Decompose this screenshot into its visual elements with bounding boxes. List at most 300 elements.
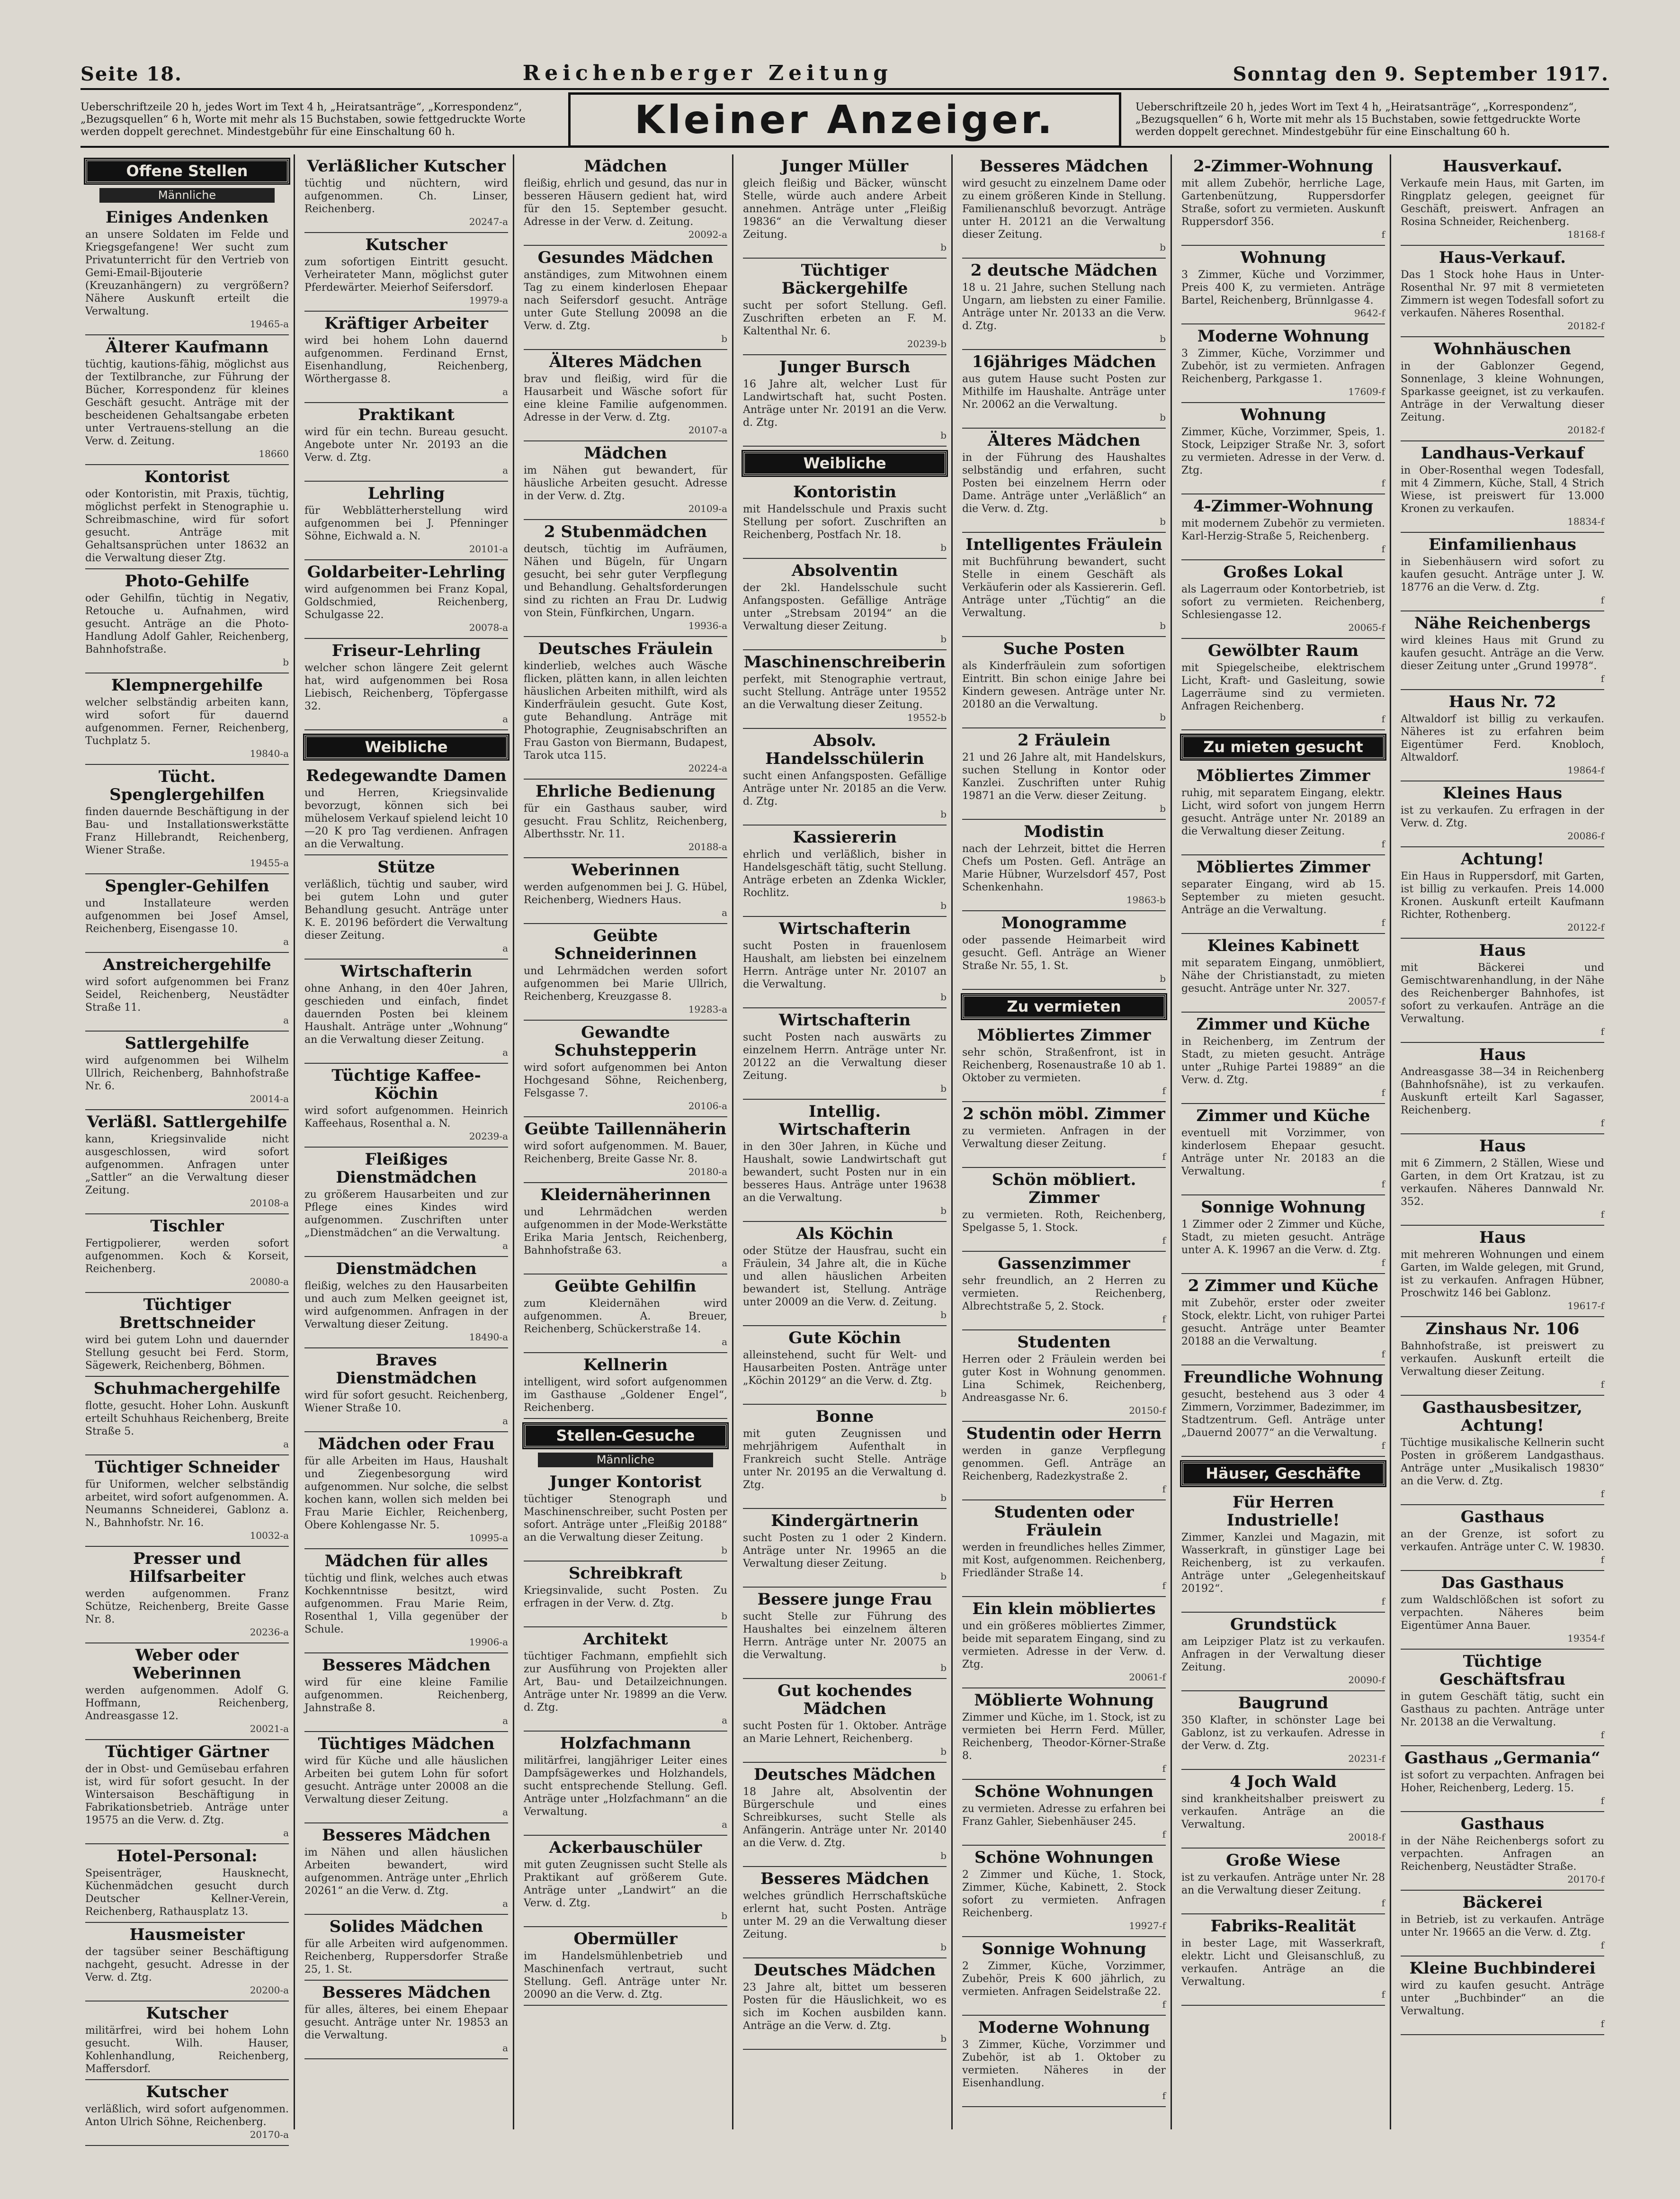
classified-ad [1181, 1013, 1385, 1104]
classified-ad [304, 560, 508, 639]
ad-reference-number: b [940, 1850, 947, 1861]
ad-reference-number: 20239-b [907, 338, 947, 350]
ad-text: Altwaldorf ist billig zu verkaufen. Näheres ist zu erfahren beim Eigentümer Ferd. Knobloch, Altwaldorf. [1401, 713, 1604, 763]
ad-reference-number: b [940, 2033, 947, 2044]
ad-heading: Tüchtiger Gärtner [105, 1742, 269, 1761]
ad-text: 21 und 26 Jahre alt, mit Handelskurs, suchen Stellung in Kontor oder Kanzlei. Zuschriften unter Ruhig 19871 an die Verw. dieser Zeitung. [962, 752, 1166, 802]
ad-reference-number: b [940, 542, 947, 553]
ad-reference-number: a [502, 1047, 508, 1058]
ad-heading: Intellig. Wirtschafterin [778, 1102, 911, 1139]
ad-reference-number: a [502, 713, 508, 725]
ad-reference-number: a [722, 907, 727, 918]
ad-text: 350 Klafter, in schönster Lage bei Gablonz, ist zu verkaufen. Adresse in der Verw. d. Ztg. [1181, 1714, 1385, 1752]
ad-text: 18 Jahre alt, Absolventin der Bürgerschule und eines Schreibkurses, sucht Stelle als Anfängerin. Anträge unter Nr. 20140 an die Verw. d. Ztg. [743, 1786, 947, 1849]
ad-text: Verkaufe mein Haus, mit Garten, im Ringplatz gelegen, geeignet für Geschäft, preiswert. Anfragen an Rosina Schneider, Reichenberg. [1401, 178, 1604, 228]
ad-heading: Solides Mädchen [329, 1917, 483, 1936]
ad-heading: Einfamilienhaus [1429, 535, 1576, 554]
ad-heading: Geübte Taillennäherin [524, 1120, 727, 1139]
ad-heading: Haus Nr. 72 [1448, 692, 1556, 711]
classified-ad [1181, 1104, 1385, 1195]
classified-ad [524, 520, 727, 637]
ad-heading: 2 schön möbl. Zimmer [963, 1104, 1165, 1123]
ad-text: oder passende Heimarbeit wird gesucht. Gefl. Anträge an Wiener Straße Nr. 55, 1. St. [962, 934, 1166, 972]
ad-text: oder Gehilfin, tüchtig in Negativ, Retouche u. Aufnahmen, wird gesucht. Anträge an die Photo-Handlung Adolf Gahler, Reichenberg, Bahnhofstraße. [85, 592, 289, 655]
classified-ad [743, 1008, 947, 1100]
ad-reference-number: b [940, 633, 947, 645]
ad-reference-number: 20090-f [1348, 1674, 1385, 1686]
ad-text: sehr schön, Straßenfront, ist in Reichenberg, Rosenaustraße 10 ab 1. Oktober zu vermieten. [962, 1047, 1166, 1084]
ad-reference-number: f [1162, 1313, 1166, 1325]
ad-text: und Lehrmädchen werden aufgenommen in der Mode-Werkstätte Erika Maria Jentsch, Reichenberg, Bahnhofstraße 63. [524, 1206, 727, 1257]
ad-text: welcher selbständig arbeiten kann, wird sofort für dauernd aufgenommen. Ferner, Reichenberg, Tuchplatz 5. [85, 697, 289, 747]
ad-text: ruhig, mit separatem Eingang, elektr. Licht, wird sofort von jungem Herrn gesucht. Anträge unter Nr. 20189 an die Verwaltung dieser Zeitung. [1181, 787, 1385, 837]
ad-heading: Landhaus-Verkauf [1421, 444, 1584, 463]
ad-text: zum Waldschlößchen ist sofort zu verpachten. Näheres beim Eigentümer Anna Bauer. [1401, 1594, 1604, 1632]
classified-ad [85, 1844, 289, 1923]
classified-ad [962, 154, 1166, 259]
classified-ad [1401, 1746, 1604, 1812]
ad-reference-number: b [940, 1388, 947, 1399]
classified-ad [1181, 324, 1385, 403]
ad-reference-number: b [1160, 803, 1166, 814]
ad-heading: Moderne Wohnung [978, 2018, 1150, 2037]
ad-heading: Gasthaus „Germania“ [1404, 1749, 1600, 1768]
ad-reference-number: b [1160, 412, 1166, 423]
ad-text: 3 Zimmer, Küche, Vorzimmer und Zubehör, ist zu vermieten. Anfragen Reichenberg, Parkgasse 1. [1181, 348, 1385, 385]
ad-column [519, 154, 733, 2129]
classified-ad [85, 953, 289, 1032]
ad-text: Fertigpolierer, werden sofort aufgenommen. Koch & Korseit, Reichenberg. [85, 1238, 289, 1275]
ad-reference-number: 20018-f [1348, 1831, 1385, 1843]
ad-text: für alle Arbeiten wird aufgenommen. Reichenberg, Ruppersdorfer Straße 25, 1. St. [304, 1938, 508, 1975]
ad-reference-number: 18834-f [1567, 516, 1604, 527]
classified-ad [743, 1405, 947, 1509]
ad-heading: Möblierte Wohnung [974, 1691, 1154, 1710]
ad-heading: Sonnige Wohnung [1201, 1198, 1366, 1217]
ad-text: militärfrei, langjähriger Leiter eines Dampfsägewerkes und Holzhandels, sucht entsprechende Stellung. Gefl. Anträge unter „Holzfachmann“ an die Verwaltung. [524, 1755, 727, 1818]
classified-ad [1181, 246, 1385, 324]
classified-ad [962, 1252, 1166, 1330]
ad-reference-number: 20150-f [1129, 1405, 1166, 1416]
classified-ad [524, 1353, 727, 1419]
ad-text: und Lehrmädchen werden sofort aufgenommen bei Marie Ullrich, Reichenberg, Kreuzgasse 8. [524, 965, 727, 1003]
ad-text: 23 Jahre alt, bittet um besseren Posten für die Häuslichkeit, wo es sich im Kochen ausbilden kann. Anträge an die Verw. d. Ztg. [743, 1982, 947, 2032]
ad-heading: Mädchen [584, 157, 667, 176]
classified-ad [743, 1222, 947, 1326]
ad-text: wird sofort aufgenommen. M. Bauer, Reichenberg, Breite Gasse Nr. 8. [524, 1140, 727, 1165]
ad-reference-number: b [721, 333, 727, 344]
ad-heading: Studenten [1017, 1333, 1111, 1352]
ad-heading: Haus [1479, 1228, 1526, 1247]
ad-text: sucht Posten für 1. Oktober. Anträge an Marie Lehnert, Reichenberg. [743, 1720, 947, 1745]
ad-heading: Moderne Wohnung [1197, 327, 1369, 346]
classified-ad [1401, 533, 1604, 611]
ad-reference-number: 19864-f [1567, 764, 1604, 776]
classified-ad [1401, 1650, 1604, 1746]
ad-heading: Gasthaus [1460, 1814, 1545, 1833]
classified-ad [85, 2080, 289, 2146]
ad-text: der in Obst- und Gemüsebau erfahren ist, wird für sofort gesucht. In der Wintersaison Beschäftigung in Fabrikationsbetrieb. Anträge unter 19575 an die Verw. d. Ztg. [85, 1763, 289, 1826]
ad-heading: Wirtschafterin [778, 1011, 911, 1030]
ad-text: als Lagerraum oder Kontorbetrieb, ist sofort zu vermieten. Reichenberg, Schlesiengasse 12. [1181, 583, 1385, 621]
ad-text: separater Eingang, wird ab 15. September zu mieten gesucht. Anträge an die Verwaltung. [1181, 879, 1385, 916]
ad-heading: Gewandte Schuhstepperin [554, 1023, 697, 1060]
ad-reference-number: b [940, 1309, 947, 1320]
ad-reference-number: a [502, 942, 508, 954]
ad-text: in Siebenhäusern wird sofort zu kaufen gesucht. Anträge unter J. W. 18776 an die Verw. d. Ztg. [1401, 556, 1604, 593]
ad-heading: Besseres Mädchen [322, 1656, 491, 1675]
classified-ad [524, 441, 727, 520]
classified-ad [1401, 1891, 1604, 1957]
ad-reference-number: f [1381, 1087, 1385, 1098]
ad-text: wird sofort aufgenommen bei Franz Seidel, Reichenberg, Neustädter Straße 11. [85, 976, 289, 1014]
ad-heading: Stütze [377, 858, 435, 877]
ad-reference-number: f [1162, 1235, 1166, 1246]
ad-heading: Klempnergehilfe [111, 676, 263, 695]
ad-heading: Presser und Hilfsarbeiter [129, 1549, 245, 1586]
classified-ad [1181, 494, 1385, 560]
ad-text: und Installateure werden aufgenommen bei Josef Amsel, Reichenberg, Eisengasse 10. [85, 898, 289, 935]
ad-heading: Kräftiger Arbeiter [324, 314, 488, 333]
classified-ad [1401, 847, 1604, 939]
ad-reference-number: f [1381, 1178, 1385, 1190]
ad-reference-number: 20247-a [469, 216, 508, 227]
ad-heading: Gesundes Mädchen [537, 248, 714, 267]
classified-ad [962, 1422, 1166, 1500]
classified-ad [1181, 1691, 1385, 1770]
ad-text: in bester Lage, mit Wasserkraft, elektr. Licht und Gleisanschluß, zu verkaufen. Anträge an die Verwaltung. [1181, 1938, 1385, 1988]
classified-ad [304, 1148, 508, 1257]
ad-text: verläßlich, tüchtig und sauber, wird bei gutem Lohn und guter Behandlung gesucht. Anträge unter K. E. 20196 befördert die Verwaltung dieser Zeitung. [304, 879, 508, 942]
ad-reference-number: 18490-a [469, 1331, 508, 1343]
ad-reference-number: f [1600, 673, 1604, 684]
ad-heading: Gassenzimmer [998, 1254, 1130, 1273]
ad-reference-number: a [722, 1336, 727, 1347]
ad-reference-number: a [502, 1898, 508, 1909]
classified-ad [85, 1740, 289, 1844]
ad-reference-number: 20086-f [1567, 830, 1604, 842]
ad-heading: Hausverkauf. [1442, 157, 1563, 176]
ad-reference-number: a [283, 1827, 289, 1839]
ad-heading: Kutscher [146, 2082, 228, 2101]
classified-ad [304, 312, 508, 403]
ad-text: in der Gablonzer Gegend, Sonnenlage, 3 kleine Wohnungen, Sparkasse geeignet, ist zu verkaufen. Anträge in der Verwaltung dieser Zeitung. [1401, 360, 1604, 423]
classified-ad [1401, 781, 1604, 847]
classified-ad [304, 1915, 508, 1981]
ad-heading: Wirtschafterin [340, 962, 473, 981]
ad-heading: Das Gasthaus [1441, 1573, 1564, 1592]
ad-reference-number: 17609-f [1348, 386, 1385, 397]
ad-heading: Möbliertes Zimmer [1196, 766, 1370, 785]
ad-reference-number: b [1160, 620, 1166, 631]
ad-heading: Gasthaus [1460, 1508, 1545, 1526]
ad-text: Tüchtige musikalische Kellnerin sucht Posten in größerem Landgasthaus. Anträge unter „Musikalisch 19830“ an die Verw. d. Ztg. [1401, 1437, 1604, 1487]
ad-heading: Deutsches Mädchen [754, 1765, 936, 1784]
ad-text: mit mehreren Wohnungen und einem Garten, im Walde gelegen, mit Grund, ist zu verkaufen. Anfragen Hübner, Proschwitz 146 bei Gablonz. [1401, 1249, 1604, 1299]
classified-ad [743, 559, 947, 650]
ad-heading: Friseur-Lehrling [331, 641, 481, 660]
classified-ad [524, 1117, 727, 1183]
classified-ad [743, 259, 947, 355]
classified-ad [743, 1509, 947, 1588]
ad-reference-number: 18660 [259, 448, 289, 459]
ad-heading: Haus [1479, 941, 1526, 960]
ad-text: mit 6 Zimmern, 2 Ställen, Wiese und Garten, in dem Ort Kratzau, ist zu verkaufen. Näheres Dannwald Nr. 352. [1401, 1158, 1604, 1208]
ad-heading: Gewölbter Raum [1207, 641, 1359, 660]
classified-ad [524, 858, 727, 924]
ad-heading: Maschinenschreiberin [743, 653, 946, 672]
ad-heading: Haus [1479, 1045, 1526, 1064]
ad-text: wird für ein techn. Bureau gesucht. Angebote unter Nr. 20193 an die Verw. d. Ztg. [304, 426, 508, 464]
ad-text: werden in freundliches helles Zimmer, mit Kost, aufgenommen. Reichenberg, Friedländer Straße 14. [962, 1542, 1166, 1579]
ad-text: mit guten Zeugnissen sucht Stelle als Praktikant auf größerem Gute. Anträge unter „Landwirt“ an die Verw. d. Ztg. [524, 1859, 727, 1909]
ad-text: fleißig, ehrlich und gesund, das nur in besseren Häusern gedient hat, wird für den 15. September gesucht. Adresse in der Verw. d. Zeitung. [524, 178, 727, 228]
classified-ad [1181, 1914, 1385, 2006]
classified-ad [1401, 611, 1604, 690]
ad-heading: 2 deutsche Mädchen [970, 261, 1158, 280]
classified-ad [304, 1257, 508, 1348]
ad-reference-number: a [502, 386, 508, 397]
ad-text: wird kleines Haus mit Grund zu kaufen gesucht. Anträge an die Verw. dieser Zeitung unter „Grund 19978“. [1401, 635, 1604, 672]
classified-ad [1401, 1812, 1604, 1891]
ad-text: werden aufgenommen. Adolf G. Hoffmann, Reichenberg, Andreasgasse 12. [85, 1685, 289, 1722]
ad-heading: Gasthausbesitzer, Achtung! [1422, 1398, 1582, 1435]
ad-text: wird gesucht zu einzelnem Dame oder zu einem größeren Kinde in Stellung. Familienanschluß bevorzugt. Anträge unter H. 20121 an die Verwaltung dieser Zeitung. [962, 178, 1166, 241]
ad-text: 3 Zimmer, Küche und Vorzimmer, Preis 400 K, zu vermieten. Anträge Bartel, Reichenberg, Brünnlgasse 4. [1181, 269, 1385, 306]
ad-text: im Handelsmühlenbetrieb und Maschinenfach vertraut, sucht Stellung. Gefl. Anträge unter Nr. 20090 an die Verw. d. Ztg. [524, 1950, 727, 2001]
ad-heading: Besseres Mädchen [760, 1869, 929, 1888]
ad-heading: Älterer Kaufmann [105, 338, 269, 357]
classified-ad [85, 2002, 289, 2080]
classified-ad [304, 1432, 508, 1549]
classified-ad [1401, 1043, 1604, 1134]
ad-reference-number: b [1160, 242, 1166, 253]
ad-text: mit Handelsschule und Praxis sucht Stellung per sofort. Zuschriften an Reichenberg, Postfach Nr. 18. [743, 503, 947, 541]
section-title: Kleiner Anzeiger. [568, 92, 1121, 148]
ad-heading: Kleidernäherinnen [540, 1185, 711, 1204]
ad-reference-number: 19906-a [469, 1636, 508, 1648]
ad-reference-number: 19936-a [688, 620, 727, 631]
ad-text: Zimmer, Kanzlei und Magazin, mit Wasserkraft, in günstiger Lage bei Reichenberg, ist zu verkaufen. Anträge unter „Gelegenheitskauf 20192“. [1181, 1532, 1385, 1595]
ad-reference-number: 20182-f [1567, 424, 1604, 436]
ad-text: ist zu verkaufen. Anträge unter Nr. 28 an die Verwaltung dieser Zeitung. [1181, 1872, 1385, 1896]
ad-text: sehr freundlich, an 2 Herren zu vermieten. Reichenberg, Albrechtstraße 5, 2. Stock. [962, 1275, 1166, 1312]
ad-text: wird zu kaufen gesucht. Anträge unter „Buchbinder“ an die Verwaltung. [1401, 1980, 1604, 2017]
classified-ad [1181, 639, 1385, 730]
ad-heading: Grundstück [1230, 1615, 1336, 1634]
classified-ad [304, 764, 508, 855]
ad-reference-number: 19465-a [250, 318, 289, 330]
classified-ad [962, 1688, 1166, 1780]
classified-ad [962, 637, 1166, 728]
ad-reference-number: 20014-a [250, 1093, 289, 1104]
ad-reference-number: b [940, 900, 947, 911]
ad-heading: Kleines Haus [1442, 784, 1563, 803]
ad-text: 1 Zimmer oder 2 Zimmer und Küche, Stadt, zu mieten gesucht. Anträge unter A. K. 19967 an die Verw. d. Ztg. [1181, 1219, 1385, 1256]
ad-heading: Kontoristin [793, 483, 896, 502]
ad-text: wird sofort aufgenommen. Heinrich Kaffeehaus, Rosenthal a. N. [304, 1105, 508, 1130]
ad-reference-number: a [283, 1014, 289, 1026]
ad-text: militärfrei, wird bei hohem Lohn gesucht. Wilh. Hauser, Kohlenhandlung, Reichenberg, Maffersdorf. [85, 2025, 289, 2075]
ad-reference-number: f [1381, 713, 1385, 725]
classified-ad [1401, 246, 1604, 337]
classified-ad [524, 1183, 727, 1275]
ad-heading: Kassiererin [793, 828, 897, 847]
ad-heading: Goldarbeiter-Lehrling [307, 563, 506, 582]
ad-text: ohne Anhang, in den 40er Jahren, geschieden und einfach, findet dauernden Posten bei kleinem Haushalt. Anträge unter „Wohnung“ an die Verwaltung dieser Zeitung. [304, 983, 508, 1046]
ad-heading: Tücht. Spenglergehilfen [109, 767, 265, 804]
ad-heading: Schuhmachergehilfe [93, 1379, 281, 1398]
ad-text: wird für sofort gesucht. Reichenberg, Wiener Straße 10. [304, 1390, 508, 1414]
classified-ad [743, 480, 947, 559]
ad-reference-number: 20065-f [1348, 622, 1385, 633]
classified-ad [962, 1330, 1166, 1422]
classified-ad [743, 1867, 947, 1958]
classified-ad [304, 960, 508, 1064]
ad-text: 18 u. 21 Jahre, suchen Stellung nach Ungarn, am liebsten zu einer Familie. Anträge unter Nr. 20133 an die Verw. d. Ztg. [962, 282, 1166, 332]
ad-reference-number: 20239-a [469, 1131, 508, 1142]
ad-text: in Betrieb, ist zu verkaufen. Anträge unter Nr. 19665 an die Verw. d. Ztg. [1401, 1914, 1604, 1939]
ad-heading: Braves Dienstmädchen [336, 1351, 477, 1388]
classified-ad [962, 911, 1166, 990]
classified-ad [1401, 154, 1604, 246]
classified-ad [1401, 1571, 1604, 1650]
ad-heading: Deutsches Fräulein [538, 639, 713, 658]
classified-ad [85, 765, 289, 874]
ad-text: oder Stütze der Hausfrau, sucht ein Fräulein, 34 Jahre alt, die in Küche und allen häuslichen Arbeiten bewandert ist, Stellung. Anträge unter 20009 an die Verw. d. Zeitung. [743, 1245, 947, 1308]
ad-reference-number: f [1600, 1488, 1604, 1499]
ad-text: in der Führung des Haushaltes selbständig und erfahren, sucht Posten bei einzelnem Herrn oder Dame. Anträge unter „Verläßlich“ an die Verw. d. Ztg. [962, 452, 1166, 515]
classified-ad [1181, 1365, 1385, 1457]
ad-text: wird sofort aufgenommen bei Anton Hochgesand Söhne, Reichenberg, Felsgasse 7. [524, 1062, 727, 1099]
ad-text: Kriegsinvalide, sucht Posten. Zu erfragen in der Verw. d. Ztg. [524, 1585, 727, 1609]
ad-heading: Spengler-Gehilfen [105, 877, 269, 896]
ad-reference-number: 20200-a [250, 1984, 289, 1996]
ad-reference-number: b [940, 1083, 947, 1094]
ad-text: kinderlieb, welches auch Wäsche flicken, plätten kann, in allen leichten häuslichen Arbeiten mithilft, wird als Kinderfräulein gesucht. Gute Kost, gute Behandlung. Anträge mit Photographie, Zeugnisabschriften an Frau Gaston von Biermann, Budapest, Tarok utca 115. [524, 660, 727, 762]
ad-reference-number: 20231-f [1348, 1753, 1385, 1764]
ad-reference-number: f [1162, 1580, 1166, 1591]
ad-text: für ein Gasthaus sauber, wird gesucht. Frau Schlitz, Reichenberg, Alberthsstr. Nr. 11. [524, 803, 727, 840]
ad-heading: Weber oder Weberinnen [133, 1646, 241, 1683]
issue-date: Sonntag den 9. September 1917. [1233, 63, 1609, 85]
ad-heading: Intelligentes Fräulein [965, 535, 1162, 554]
ad-heading: Baugrund [1238, 1694, 1329, 1713]
ad-heading: Tüchtige Kaffee-Köchin [331, 1066, 481, 1103]
ad-reference-number: a [502, 1415, 508, 1427]
classified-ad [524, 780, 727, 858]
classified-ad [743, 154, 947, 259]
ad-heading: Lehrling [367, 484, 445, 503]
rate-notice-left: Ueberschriftzeile 20 h, jedes Wort im Text 4 h, „Heiratsanträge“, „Korrespondenz“, „Bezugsquellen“ 6 h, Worte mit mehr als 15 Buchstaben, sowie fettgedruckte Worte werden doppelt gerechnet. Mindestgebühr für eine Einschaltung 60 h. [80, 101, 526, 138]
ad-text: brav und fleißig, wird für die Hausarbeit und Wäsche sofort für eine kleine Familie aufgenommen. Adresse in der Verw. d. Ztg. [524, 373, 727, 423]
ad-heading: Tüchtiger Schneider [95, 1458, 279, 1477]
ad-heading: Junger Müller [781, 157, 909, 176]
ad-reference-number: b [721, 1910, 727, 1921]
classified-ad [524, 246, 727, 350]
ad-heading: Achtung! [1461, 850, 1544, 869]
ad-text: werden in ganze Verpflegung genommen. Gefl. Anträge an Reichenberg, Radezkystraße 2. [962, 1445, 1166, 1482]
ad-heading: Dienstmädchen [336, 1259, 477, 1278]
ad-reference-number: 19863-b [1126, 894, 1166, 906]
ad-reference-number: f [1381, 229, 1385, 240]
classified-ad [304, 1549, 508, 1653]
ad-heading: Praktikant [358, 405, 455, 424]
ad-text: der tagsüber seiner Beschäftigung nachgeht, gesucht. Adresse in der Verw. d. Ztg. [85, 1946, 289, 1984]
newspaper-name: Reichenberger Zeitung [522, 61, 893, 85]
ad-heading: Sonnige Wohnung [982, 1939, 1146, 1958]
ad-reference-number: 20057-f [1348, 996, 1385, 1007]
ad-reference-number: 20170-a [250, 2129, 289, 2140]
classified-ad [962, 2016, 1166, 2107]
classified-ad [1181, 1490, 1385, 1613]
ad-heading: Möbliertes Zimmer [1196, 858, 1370, 877]
ad-reference-number: f [1162, 2090, 1166, 2101]
ad-reference-number: 20224-a [688, 763, 727, 774]
ad-heading: Wohnung [1240, 248, 1326, 267]
classified-ad [85, 1032, 289, 1110]
ad-text: zu vermieten. Roth, Reichenberg, Spelgasse 5, 1. Stock. [962, 1209, 1166, 1234]
classified-ad [85, 1377, 289, 1455]
ad-heading: Schreibkraft [568, 1564, 683, 1583]
ad-heading: Älteres Mädchen [549, 352, 702, 371]
classified-ad [743, 1679, 947, 1763]
ad-text: in Ober-Rosenthal wegen Todesfall, mit 4 Zimmern, Küche, Stall, 4 Strich Wiese, ist preiswert für 13.000 Kronen zu verkaufen. [1401, 465, 1604, 515]
classified-ad [524, 637, 727, 780]
ad-reference-number: a [722, 1257, 727, 1269]
ad-text: 2 Zimmer und Küche, 1. Stock, Zimmer, Küche, Kabinett, 2. Stock sofort zu vermieten. Anfragen Reichenberg. [962, 1869, 1166, 1919]
ad-heading: Weberinnen [571, 861, 680, 880]
classified-ad [962, 533, 1166, 637]
ad-heading: Kontorist [144, 467, 230, 486]
ad-text: in der Nähe Reichenbergs sofort zu verpachten. Anfragen an Reichenberg, Neustädter Straße. [1401, 1835, 1604, 1873]
ad-heading: Verläßl. Sattlergehilfe [87, 1113, 287, 1131]
section-heading: Häuser, Geschäfte [1181, 1462, 1385, 1486]
ad-text: nach der Lehrzeit, bittet die Herren Chefs um Posten. Gefl. Anträge an Marie Hübner, Wurzelsdorf 457, Post Schenkenhahn. [962, 843, 1166, 893]
classified-ad [85, 1547, 289, 1643]
ad-reference-number: f [1381, 1989, 1385, 2000]
ad-heading: Anstreichergehilfe [103, 955, 271, 974]
classified-ad [1181, 1195, 1385, 1274]
ad-reference-number: f [1381, 543, 1385, 555]
ad-reference-number: b [721, 1610, 727, 1622]
ad-reference-number: f [1381, 1897, 1385, 1909]
ad-text: sucht einen Anfangsposten. Gefällige Anträge unter Nr. 20185 an die Verw. d. Ztg. [743, 770, 947, 808]
classified-ad [1401, 1317, 1604, 1396]
ad-reference-number: b [940, 242, 947, 253]
ad-reference-number: b [940, 808, 947, 820]
ad-text: sucht Posten zu 1 oder 2 Kindern. Anträge unter Nr. 19965 an die Verwaltung dieser Zeitung. [743, 1532, 947, 1570]
ad-column [1396, 154, 1609, 2129]
ad-heading: Obermüller [573, 1930, 678, 1948]
classified-ad [85, 1455, 289, 1547]
classified-ad [743, 1326, 947, 1405]
ad-reference-number: f [1600, 1795, 1604, 1806]
ad-reference-number: b [940, 430, 947, 441]
classified-ad [524, 1627, 727, 1732]
ad-text: sind krankheitshalber preiswert zu verkaufen. Anträge an die Verwaltung. [1181, 1793, 1385, 1831]
ad-text: zu größerem Hausarbeiten und zur Pflege eines Kindes wird aufgenommen. Zuschriften unter „Dienstmädchen“ an die Verwaltung. [304, 1189, 508, 1239]
ad-heading: Schöne Wohnungen [974, 1848, 1153, 1867]
page-number: Seite 18. [80, 63, 182, 85]
ad-reference-number: f [1600, 1026, 1604, 1037]
ad-heading: Photo-Gehilfe [125, 572, 250, 591]
ad-reference-number: a [502, 1715, 508, 1726]
ad-text: wird bei gutem Lohn und dauernder Stellung gesucht bei Ferd. Storm, Sägewerk, Reichenberg, Böhmen. [85, 1334, 289, 1372]
classified-ad [962, 1597, 1166, 1688]
ad-text: kann, Kriegsinvalide nicht ausgeschlossen, wird sofort aufgenommen. Anfragen unter „Sattler“ an die Verwaltung dieser Zeitung. [85, 1133, 289, 1196]
classified-ad [962, 259, 1166, 350]
